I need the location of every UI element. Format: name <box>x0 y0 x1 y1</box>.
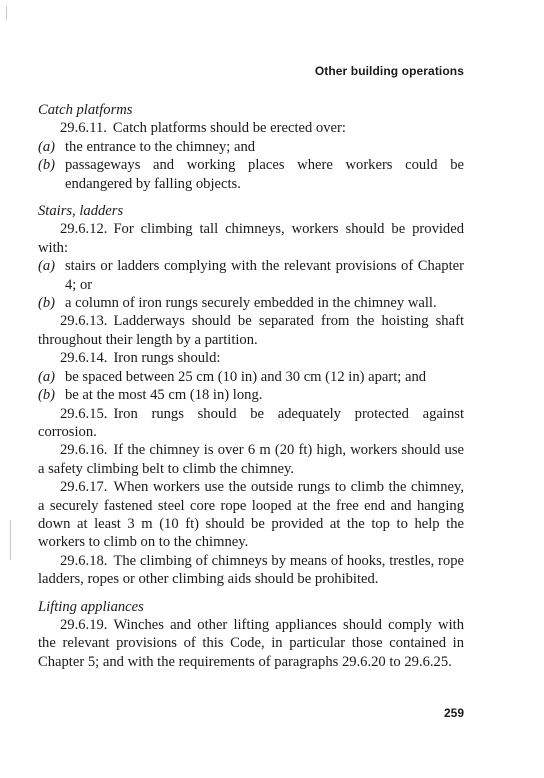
list-item <box>38 138 464 156</box>
paragraph-29-6-13 <box>38 312 464 349</box>
paragraph-number: 29.6.13. <box>60 313 108 330</box>
page-body <box>38 101 464 671</box>
paragraph-number: 29.6.19. <box>60 616 108 633</box>
paragraph-number: 29.6.17. <box>60 479 108 496</box>
list-item-letter: (b) <box>38 295 56 312</box>
paragraph-29-6-14 <box>38 349 464 367</box>
paragraph-29-6-16 <box>38 441 464 478</box>
page-number: 259 <box>443 706 464 720</box>
margin-mark-middle <box>10 520 11 560</box>
paragraph-text: Winches and other lifting appliances should comply with the relevant provisions of this Code, in particular those contained in Chapter 5; and with the requirements of paragraphs 29.6.20 to 29.6.25. <box>38 616 464 670</box>
list-item <box>38 368 464 386</box>
paragraph-text: When workers use the outside rungs to climb the chimney, a securely fastened steel core rope looped at the free end and hanging down at least 3 m (10 ft) should be provided at the top to help the workers to climb on to the chimney. <box>38 479 464 551</box>
paragraph-number: 29.6.14. <box>60 350 108 367</box>
paragraph-number: 29.6.18. <box>60 552 108 569</box>
list-item <box>38 257 464 294</box>
list-item-text: stairs or ladders complying with the relevant provisions of Chapter 4; or <box>65 258 464 293</box>
section-heading-lifting-appliances: Lifting appliances <box>38 598 144 615</box>
list-item-letter: (a) <box>38 258 56 275</box>
paragraph-29-6-11 <box>38 119 464 137</box>
paragraph-text: Iron rungs should be adequately protected against corrosion. <box>38 405 464 440</box>
list-item <box>38 386 464 404</box>
paragraph-29-6-18 <box>38 552 464 589</box>
paragraph-text: If the chimney is over 6 m (20 ft) high, workers should use a safety climbing belt to climb the chimney. <box>38 442 464 477</box>
running-header: Other building operations <box>314 64 464 78</box>
list-item-letter: (b) <box>38 387 56 404</box>
margin-mark-top <box>6 6 7 20</box>
paragraph-29-6-17 <box>38 478 464 552</box>
list-item-text: be spaced between 25 cm (10 in) and 30 cm (12 in) apart; and <box>65 368 427 385</box>
paragraph-text: The climbing of chimneys by means of hooks, trestles, rope ladders, ropes or other climbing aids should be prohibited. <box>38 552 464 588</box>
list-item-text: be at the most 45 cm (18 in) long. <box>65 387 263 404</box>
paragraph-29-6-19 <box>38 616 464 671</box>
list-item-letter: (a) <box>38 368 56 385</box>
paragraph-number: 29.6.12. <box>60 221 108 238</box>
list-item-letter: (a) <box>38 138 56 155</box>
paragraph-29-6-12 <box>38 220 464 257</box>
list-item <box>38 294 464 312</box>
paragraph-number: 29.6.16. <box>60 442 108 459</box>
paragraph-text: Ladderways should be separated from the hoisting shaft throughout their length by a partition. <box>38 313 464 348</box>
paragraph-text: For climbing tall chimneys, workers should be provided with: <box>38 221 464 256</box>
paragraph-text: Iron rungs should: <box>113 350 221 367</box>
list-item-text: a column of iron rungs securely embedded in the chimney wall. <box>65 295 437 312</box>
section-heading-stairs-ladders: Stairs, ladders <box>38 203 124 220</box>
list-item-text: the entrance to the chimney; and <box>65 138 256 155</box>
list-item-text: passageways and working places where workers could be endangered by falling objects. <box>65 157 464 192</box>
section-heading-catch-platforms: Catch platforms <box>38 102 133 118</box>
list-item <box>38 156 464 193</box>
paragraph-text: Catch platforms should be erected over: <box>112 120 346 137</box>
paragraph-number: 29.6.15. <box>60 405 108 422</box>
paragraph-29-6-15 <box>38 405 464 442</box>
list-item-letter: (b) <box>38 157 56 174</box>
paragraph-number: 29.6.11. <box>60 120 107 137</box>
